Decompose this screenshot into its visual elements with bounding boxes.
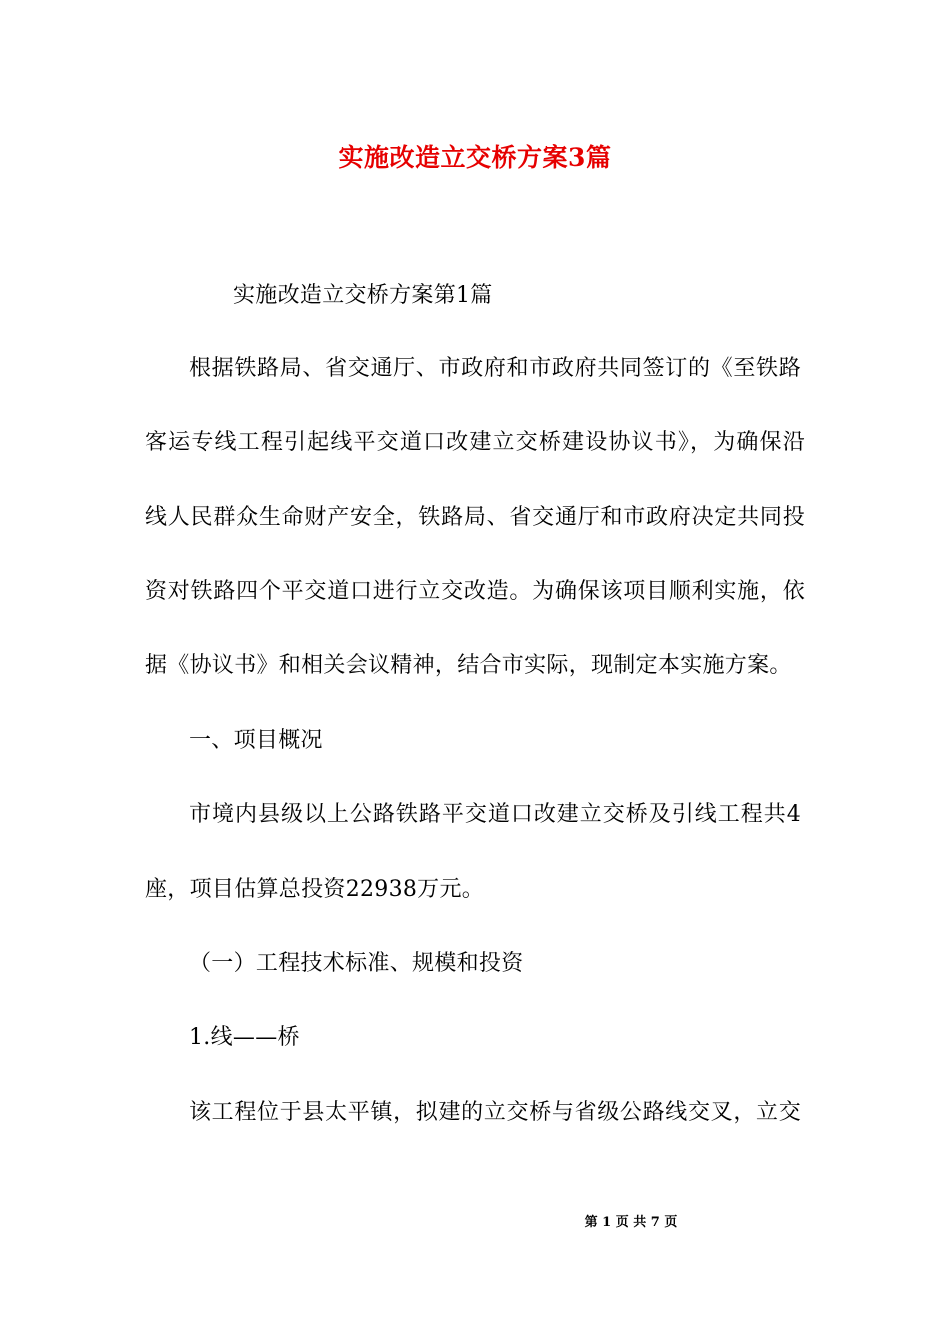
paragraph-line: 线人民群众生命财产安全，铁路局、省交通厅和市政府决定共同投 xyxy=(145,505,805,530)
paragraph-line: 资对铁路四个平交道口进行立交改造。为确保该项目顺利实施，依 xyxy=(145,579,805,604)
section-heading: 一、项目概况 xyxy=(189,728,323,753)
page-footer xyxy=(0,1211,950,1230)
section-heading: 1.线——桥 xyxy=(189,1025,300,1050)
paragraph-line: 市境内县级以上公路铁路平交道口改建立交桥及引线工程共4 xyxy=(189,802,801,827)
document-title: 实施改造立交桥方案3篇 xyxy=(338,143,612,172)
section-heading: 实施改造立交桥方案第1篇 xyxy=(233,283,493,308)
paragraph-line: 根据铁路局、省交通厅、市政府和市政府共同签订的《至铁路 xyxy=(189,356,801,381)
page-number: 第 1 页 共 7 页 xyxy=(584,1215,678,1230)
paragraph-line: 客运专线工程引起线平交道口改建立交桥建设协议书》，为确保沿 xyxy=(145,430,805,455)
paragraph-line: 据《协议书》和相关会议精神，结合市实际，现制定本实施方案。 xyxy=(145,653,792,678)
section-heading: （一）工程技术标准、规模和投资 xyxy=(189,951,524,976)
paragraph-line: 座，项目估算总投资22938万元。 xyxy=(145,877,485,902)
paragraph-line: 该工程位于县太平镇，拟建的立交桥与省级公路线交叉，立交 xyxy=(189,1100,801,1125)
